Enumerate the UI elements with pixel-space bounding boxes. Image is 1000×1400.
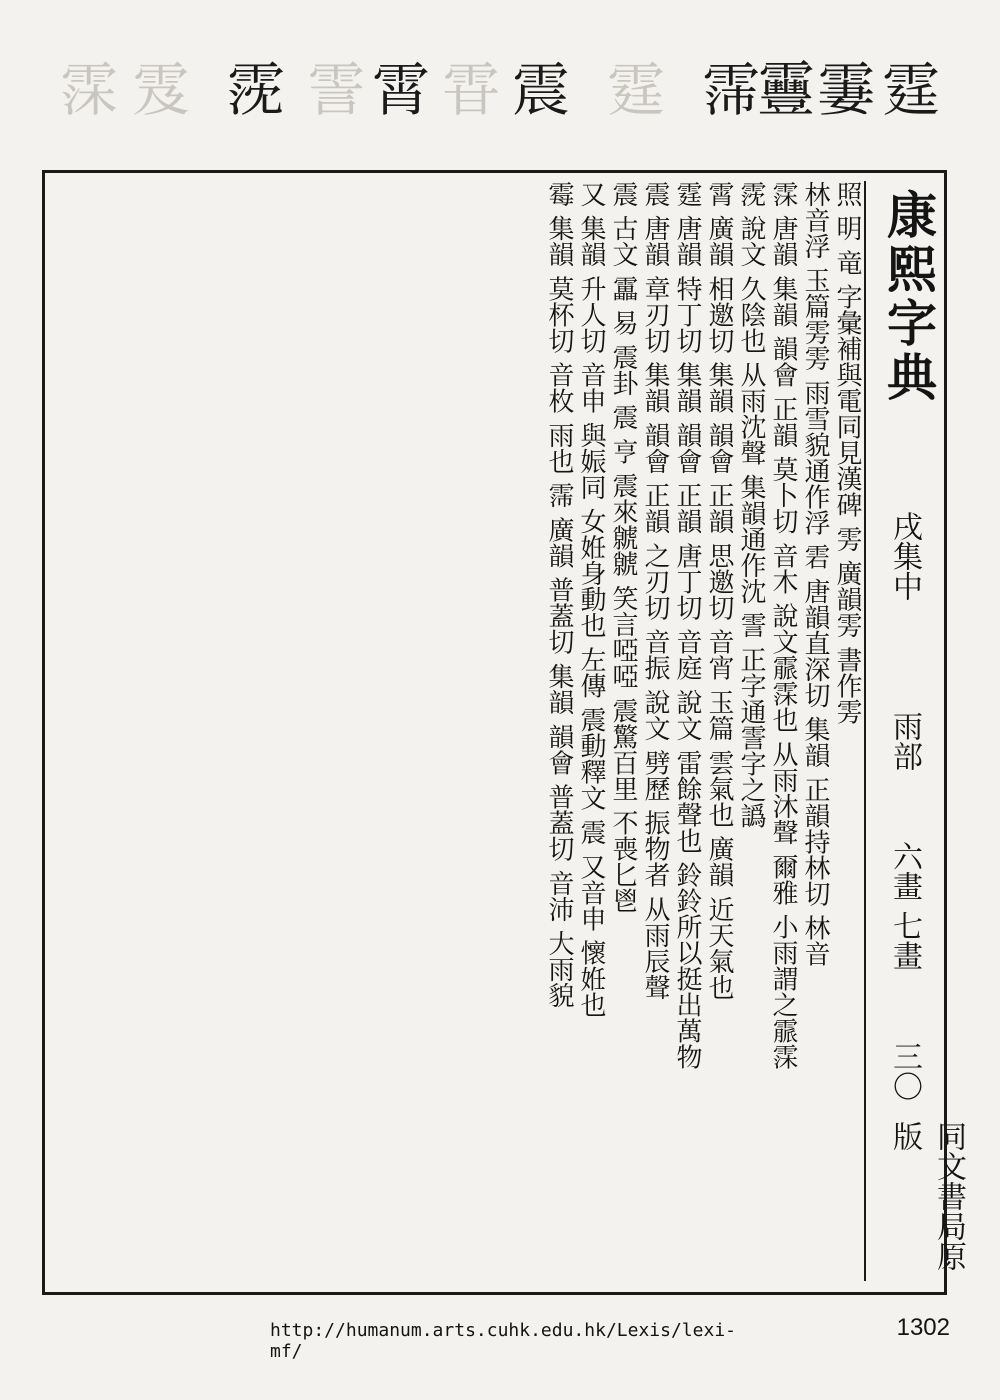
entry: 照 明 竜 字彙補與電同見漢碑 雱 廣韻雱 書作雱: [832, 181, 862, 725]
seal-form-7: 震: [511, 56, 570, 124]
stroke-count-label: 六畫 七畫: [887, 841, 922, 971]
publisher-label: 同文書局原版: [887, 1121, 966, 1271]
page-title: 康熙字典: [879, 189, 938, 405]
entry: 霃 說文 久陰也 从雨沈聲 集韻通作沈 霅 正字通霅字之譌: [736, 181, 766, 829]
dictionary-body: [53, 181, 863, 1281]
seal-form-8: 霆: [606, 56, 665, 124]
entry: 林音浮 玉篇雱雱 雨雪貌通作浮 雼 唐韻直深切 集韻 正韻持林切 林音: [800, 181, 830, 967]
seal-script-header: [50, 40, 950, 160]
seal-form-12: 霆: [881, 56, 940, 124]
radical-label: 雨部: [887, 711, 922, 771]
seal-form-11: 霋: [816, 56, 875, 124]
entry: 又 集韻 升人切 音申 與娠同 女姙身動也 左傳 震動釋文 震 又音申 懷姙也: [576, 181, 606, 1018]
title-column: [864, 181, 966, 1281]
seal-form-5: 霄: [371, 56, 430, 124]
footer-page-number: 1302: [896, 1314, 950, 1341]
entry: 霉 集韻 莫杯切 音枚 雨也 霈 廣韻 普蓋切 集韻 韻會 普蓋切 音沛 大雨貌: [544, 181, 574, 1009]
collection-label: 戌集中: [887, 511, 922, 601]
entry: 霄 廣韻 相邀切 集韻 韻會 正韻 思邀切 音宵 玉篇 雲氣也 廣韻 近天氣也: [704, 181, 734, 1000]
entry: 霂 唐韻 集韻 韻會 正韻 莫卜切 音木 說文霢霂也 从雨沐聲 爾雅 小雨謂之霢霂: [768, 181, 798, 1070]
source-url: http://humanum.arts.cuhk.edu.hk/Lexis/lexi-mf/: [270, 1320, 736, 1362]
seal-form-4: 霅: [306, 56, 365, 124]
entry: 霆 唐韻 特丁切 集韻 韻會 正韻 唐丁切 音庭 說文 雷餘聲也 鈴鈴所以挺出萬物: [672, 181, 702, 1070]
seal-form-1: 霂: [59, 56, 118, 124]
book-page-number: 三〇: [887, 1041, 922, 1101]
entry: 震 古文 靁 易 震卦 震 亨 震來虩虩 笑言啞啞 震驚百里 不喪匕鬯: [608, 181, 638, 914]
seal-form-6: 雸: [441, 56, 500, 124]
entry: 震 唐韻 章刃切 集韻 韻會 正韻 之刃切 音振 說文 劈歷 振物者 从雨辰聲: [640, 181, 670, 1000]
seal-form-10: 靊: [756, 56, 815, 124]
seal-form-2: 雭: [131, 56, 190, 124]
page-frame: [42, 170, 966, 1295]
seal-form-9: 霈: [701, 56, 760, 124]
seal-form-3: 霃: [226, 56, 285, 124]
